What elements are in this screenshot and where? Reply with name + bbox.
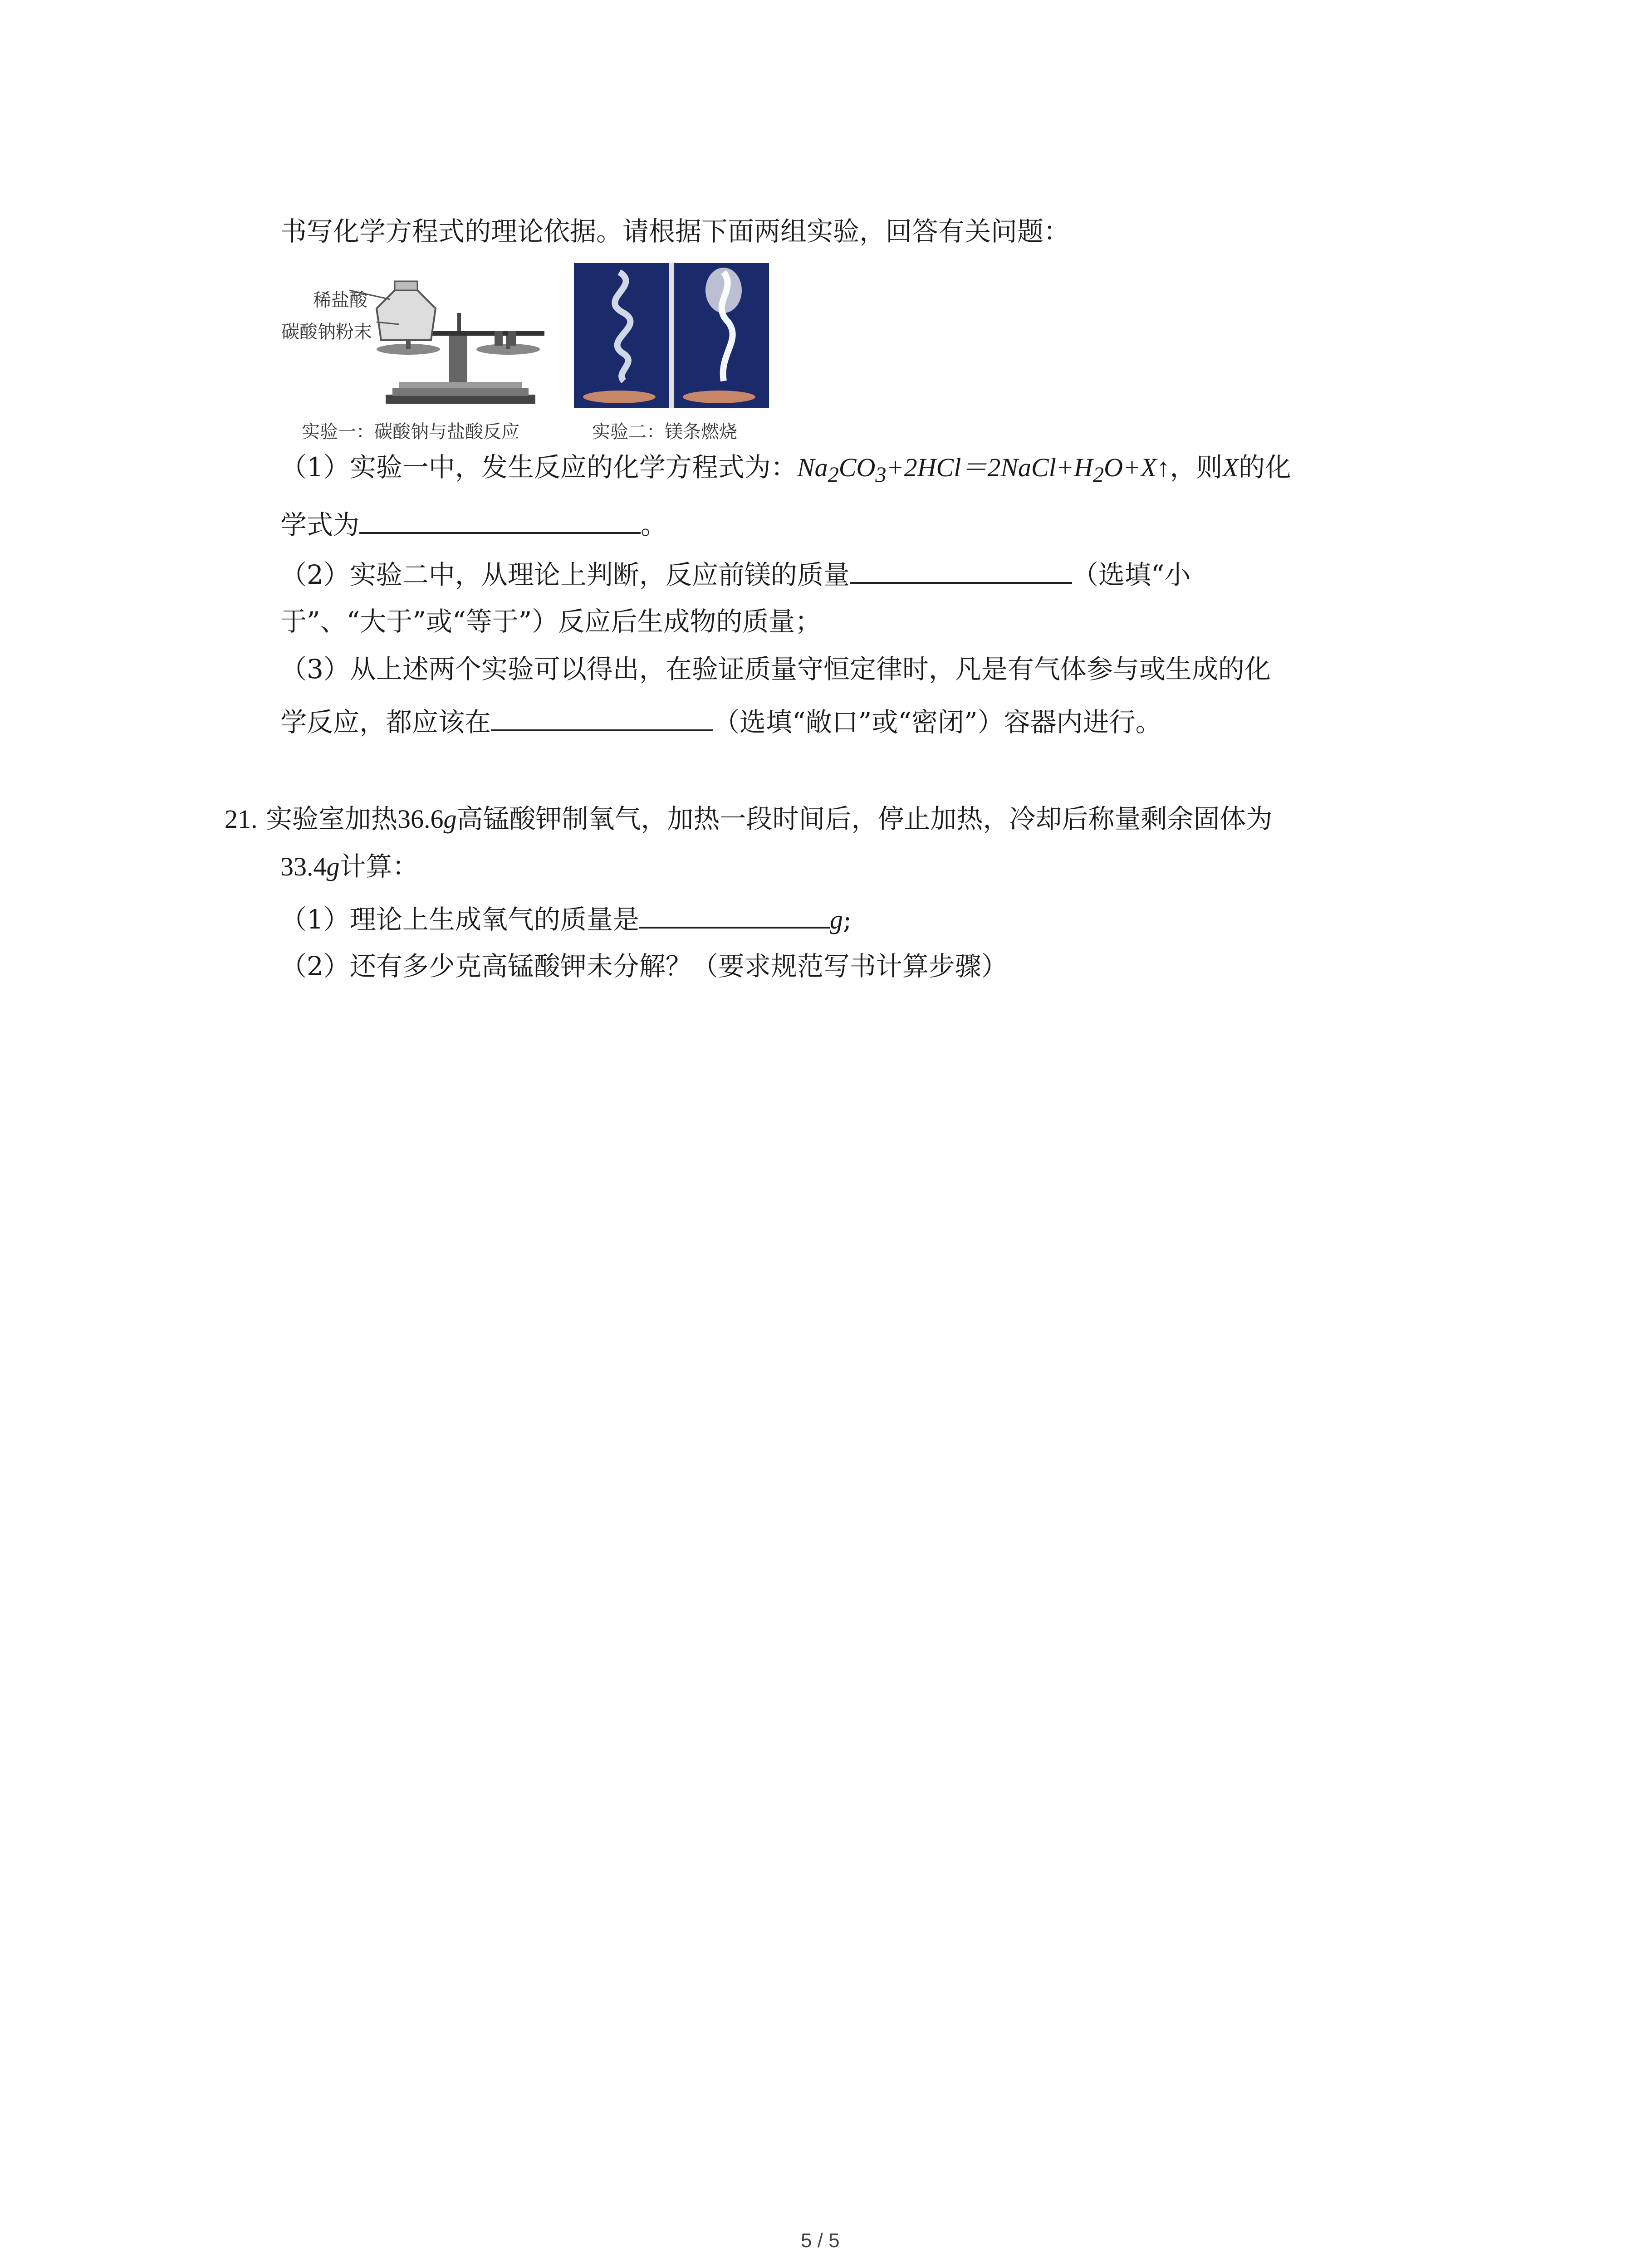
- q21-unit2: g: [326, 852, 340, 881]
- variable-x: X: [1222, 453, 1239, 482]
- answer-blank-formula[interactable]: [359, 506, 641, 534]
- q21-text-b: 高锰酸钾制氧气，加热一段时间后，停止加热，冷却后称量剩余固体为: [456, 803, 1273, 834]
- q20-part3-text-a: 学反应，都应该在: [280, 707, 491, 738]
- label-dilute-acid: 稀盐酸: [313, 290, 367, 311]
- q21-unit1: g: [443, 804, 457, 834]
- answer-blank-oxygen-mass[interactable]: [639, 900, 830, 929]
- q21-text-a: 实验室加热: [265, 803, 397, 834]
- q21-number: 21.: [225, 804, 258, 834]
- q20-part3-line1: （3）从上述两个实验可以得出，在验证质量守恒定律时，凡是有气体参与或生成的化: [280, 654, 1271, 684]
- q20-part2-text-b: （选填“小: [1072, 559, 1191, 590]
- q21-part1: [280, 900, 852, 938]
- q21-part1-text: （1）理论上生成氧气的质量是: [280, 904, 639, 935]
- label-sodium-carbonate-powder: 碳酸钠粉末: [281, 322, 372, 342]
- page-number: 5 / 5: [801, 2229, 840, 2252]
- q20-part1-end: 。: [641, 509, 667, 540]
- q20-part2-text-a: （2）实验二中，从理论上判断，反应前镁的质量: [280, 559, 850, 590]
- q21-part2: （2）还有多少克高锰酸钾未分解？（要求规范写书计算步骤）: [280, 951, 1008, 982]
- q21-mass1: 36.6: [397, 804, 444, 834]
- answer-blank-mass-compare[interactable]: [850, 556, 1072, 584]
- answer-blank-container[interactable]: [491, 703, 713, 731]
- experiment-two-figure: [574, 263, 769, 408]
- q20-part3-text-b: （选填“敞口”或“密闭”）容器内进行。: [713, 707, 1162, 738]
- q21-line2: [280, 848, 419, 885]
- q20-part1-line2-text: 学式为: [280, 509, 360, 540]
- q20-part1-prefix: （1）实验一中，发生反应的化学方程式为：: [280, 452, 797, 483]
- q20-part1-tail: 的化: [1238, 452, 1291, 483]
- q20-part2-line2: 于”、“大于”或“等于”）反应后生成物的质量；: [280, 606, 822, 637]
- q21-mass2: 33.4: [280, 852, 327, 881]
- figure-one-caption: 实验一：碳酸钠与盐酸反应: [302, 421, 519, 442]
- q20-part2-line1: [280, 556, 1191, 593]
- chemical-equation: $Na_2CO_3+2HCl=2NaCl+H_2O+X↑$: [797, 453, 1170, 487]
- q20-part1-line2: [280, 506, 667, 543]
- q21-text-c: 计算：: [339, 851, 419, 882]
- q21-part1-unit: g: [829, 905, 843, 934]
- q20-part1-line1: [280, 449, 1291, 494]
- q21-line1: [225, 801, 1272, 837]
- q20-part3-line2: [280, 703, 1162, 740]
- q21-part1-end: ;: [843, 904, 852, 935]
- q20-part1-suffix: ，则: [1170, 452, 1223, 483]
- intro-text: 书写化学方程式的理论依据。请根据下面两组实验，回答有关问题：: [280, 216, 1070, 247]
- figure-two-caption: 实验二：镁条燃烧: [592, 421, 737, 442]
